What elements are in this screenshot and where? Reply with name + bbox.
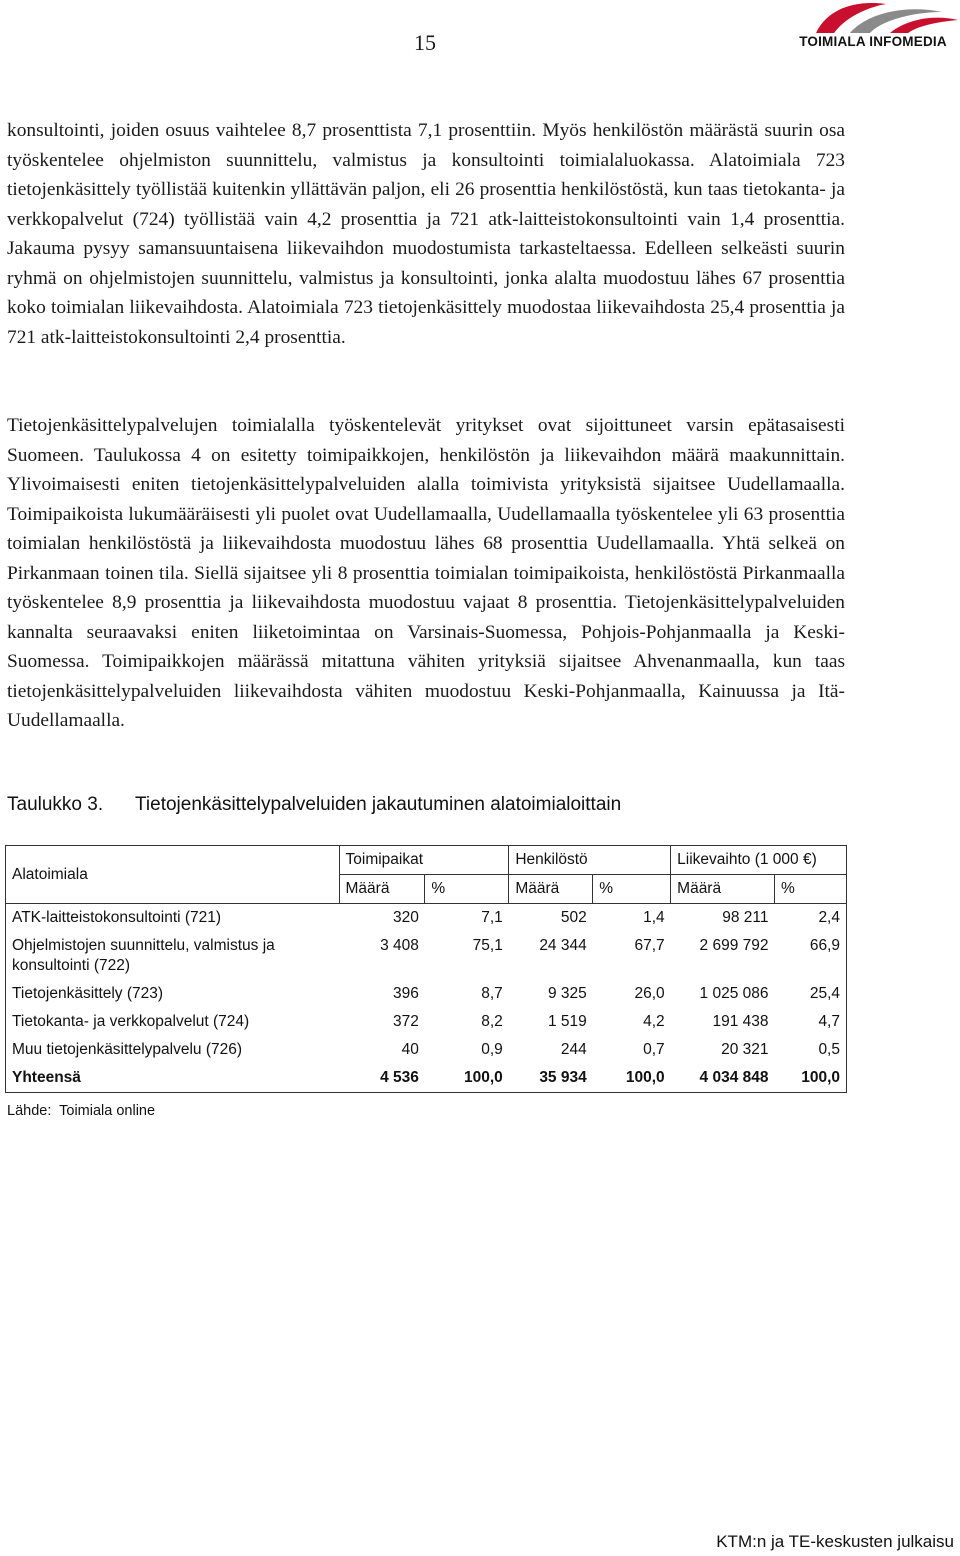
cell-value: 100,0 — [775, 1064, 847, 1093]
cell-value: 4 536 — [339, 1064, 425, 1093]
cell-value: 2 699 792 — [699, 937, 769, 954]
cell-value: 0,7 — [643, 1041, 665, 1058]
paragraph-2 — [7, 411, 845, 736]
footer-text: KTM:n ja TE-keskusten julkaisu — [716, 1532, 954, 1551]
cell-value: 40 — [401, 1041, 419, 1058]
cell-value: 7,1 — [481, 909, 503, 926]
paragraph-2-text: Tietojenkäsittelypalvelujen toimialalla työskentelevät yritykset ovat sijoittuneet varsin epätasaisesti Suomeen. Taulukossa 4 on esitetty toimipaikkojen, henkilöstön ja liikevaihdon määrä maakunnittain. Ylivoimaisesti eniten tietojenkäsittelypalveluiden alalla toimivista yrityksistä sijaitsee Uudellamaalla. Toimipaikoista lukumääräisesti yli puolet ovat Uudellamaalla, Uudellamaalla työskentelee yli 63 prosenttia toimialan henkilöstöstä ja liikevaihdosta muodostuu lähes 68 prosenttia Uudellamaalla. Yhtä selkeä on Pirkanmaan toinen tila. Siellä sijaitsee yli 8 prosenttia toimialan toimipaikoista, henkilöstöstä Pirkanmaalla työskentelee 8,9 prosenttia ja liikevaihdosta muodostuu vajaat 8 prosenttia. Tietojenkäsittelypalveluiden kannalta seuraavaksi eniten liiketoimintaa on Varsinais-Suomessa, Pohjois-Pohjanmaalla ja Keski-Suomessa. Toimipaikkojen määrässä mitattuna vähiten yrityksiä sijaitsee Ahvenanmaalla, kun taas tietojenkäsittelypalveluiden liikevaihdosta vähiten muodostuu Keski-Pohjanmaalla, Kainuussa ja Itä-Uudellamaalla. — [7, 415, 845, 731]
table-row — [6, 1036, 847, 1064]
table-row — [6, 1008, 847, 1036]
table-source: Lähde: Toimiala online — [7, 1103, 156, 1119]
cell-value: 372 — [393, 1013, 419, 1030]
header-henkilosto: Henkilöstö — [509, 846, 671, 875]
cell-value: 396 — [393, 985, 419, 1002]
cell-value: 26,0 — [634, 985, 665, 1002]
row-label: Tietokanta- ja verkkopalvelut (724) — [6, 1008, 340, 1036]
paragraph-1 — [7, 116, 845, 352]
cell-value: 98 211 — [722, 909, 769, 926]
table-total-row — [6, 1064, 847, 1093]
cell-value: 1 025 086 — [699, 985, 769, 1002]
table-row — [6, 980, 847, 1008]
cell-value: 3 408 — [380, 937, 419, 954]
cell-value: 2,4 — [775, 904, 847, 933]
cell-value: 1,4 — [643, 909, 665, 926]
cell-value: 25,4 — [775, 980, 847, 1008]
cell-value: 1 519 — [547, 1013, 587, 1030]
header-alatoimiala: Alatoimiala — [6, 846, 340, 904]
table-header-row — [6, 846, 847, 875]
cell-value: 4 034 848 — [671, 1064, 775, 1093]
row-label: ATK-laitteistokonsultointi (721) — [6, 904, 340, 933]
subheader-maara: Määrä — [509, 875, 593, 904]
subheader-percent: % — [593, 875, 671, 904]
cell-value: 0,9 — [481, 1041, 503, 1058]
table-row — [6, 932, 847, 980]
logo-swoosh-icon — [786, 0, 960, 36]
paragraph-1-text: konsultointi, joiden osuus vaihtelee 8,7 prosenttista 7,1 prosenttiin. Myös henkilöstön määrästä suurin osa työskentelee ohjelmiston suunnittelu, valmistus ja konsultointi toimialaluokassa. Alatoimiala 723 tietojenkäsittely työllistää kuitenkin yllättävän paljon, eli 26 prosenttia henkilöstöstä, kun taas tietokanta- ja verkkopalvelut (724) työllistää vain 4,2 prosenttia ja 721 atk-laitteistokonsultointi vain 1,4 prosenttia. Jakauma pysyy samansuuntaisena liikevaihdon muodostumista tarkasteltaessa. Edelleen selkeästi suurin ryhmä on ohjelmistojen suunnittelu, valmistus ja konsultointi, jonka alalta muodostuu lähes 67 prosenttia koko toimialan liikevaihdosta. Alatoimiala 723 tietojenkäsittely muodostaa liikevaihdosta 25,4 prosenttia ja 721 atk-laitteistokonsultointi 2,4 prosenttia. — [7, 120, 845, 348]
cell-value: 75,1 — [472, 937, 503, 954]
row-label: Muu tietojenkäsittelypalvelu (726) — [6, 1036, 340, 1064]
cell-value: 100,0 — [425, 1064, 509, 1093]
row-label: Ohjelmistojen suunnittelu, valmistus ja konsultointi (722) — [6, 932, 340, 980]
table-caption-title: Tietojenkäsittelypalveluiden jakautuminen alatoimialoittain — [135, 794, 622, 815]
toimiala-infomedia-logo — [786, 0, 960, 56]
cell-value: 320 — [393, 909, 419, 926]
table-caption-label: Taulukko 3. — [7, 794, 104, 815]
cell-value: 8,2 — [481, 1013, 503, 1030]
cell-value: 20 321 — [721, 1041, 769, 1058]
cell-value: 502 — [560, 909, 587, 926]
cell-value: 8,7 — [481, 985, 503, 1002]
cell-value: 191 438 — [712, 1013, 769, 1030]
table-caption — [7, 794, 621, 816]
header-liikevaihto: Liikevaihto (1 000 €) — [671, 846, 847, 875]
table-row — [6, 904, 847, 933]
cell-value: 66,9 — [775, 932, 847, 980]
cell-value: 0,5 — [775, 1036, 847, 1064]
cell-value: 244 — [560, 1041, 587, 1058]
logo-text: TOIMIALA INFOMEDIA — [799, 34, 947, 49]
cell-value: 67,7 — [634, 937, 665, 954]
page-number: 15 — [414, 30, 436, 55]
subheader-maara: Määrä — [339, 875, 425, 904]
cell-value: 9 325 — [547, 985, 587, 1002]
subheader-percent: % — [425, 875, 509, 904]
cell-value: 35 934 — [509, 1064, 593, 1093]
header-toimipaikat: Toimipaikat — [339, 846, 509, 875]
total-label: Yhteensä — [6, 1064, 340, 1093]
cell-value: 4,2 — [643, 1013, 665, 1030]
subheader-maara: Määrä — [671, 875, 775, 904]
row-label: Tietojenkäsittely (723) — [6, 980, 340, 1008]
data-table — [5, 845, 847, 1093]
cell-value: 24 344 — [539, 937, 587, 954]
subheader-percent: % — [775, 875, 847, 904]
cell-value: 4,7 — [775, 1008, 847, 1036]
cell-value: 100,0 — [593, 1064, 671, 1093]
